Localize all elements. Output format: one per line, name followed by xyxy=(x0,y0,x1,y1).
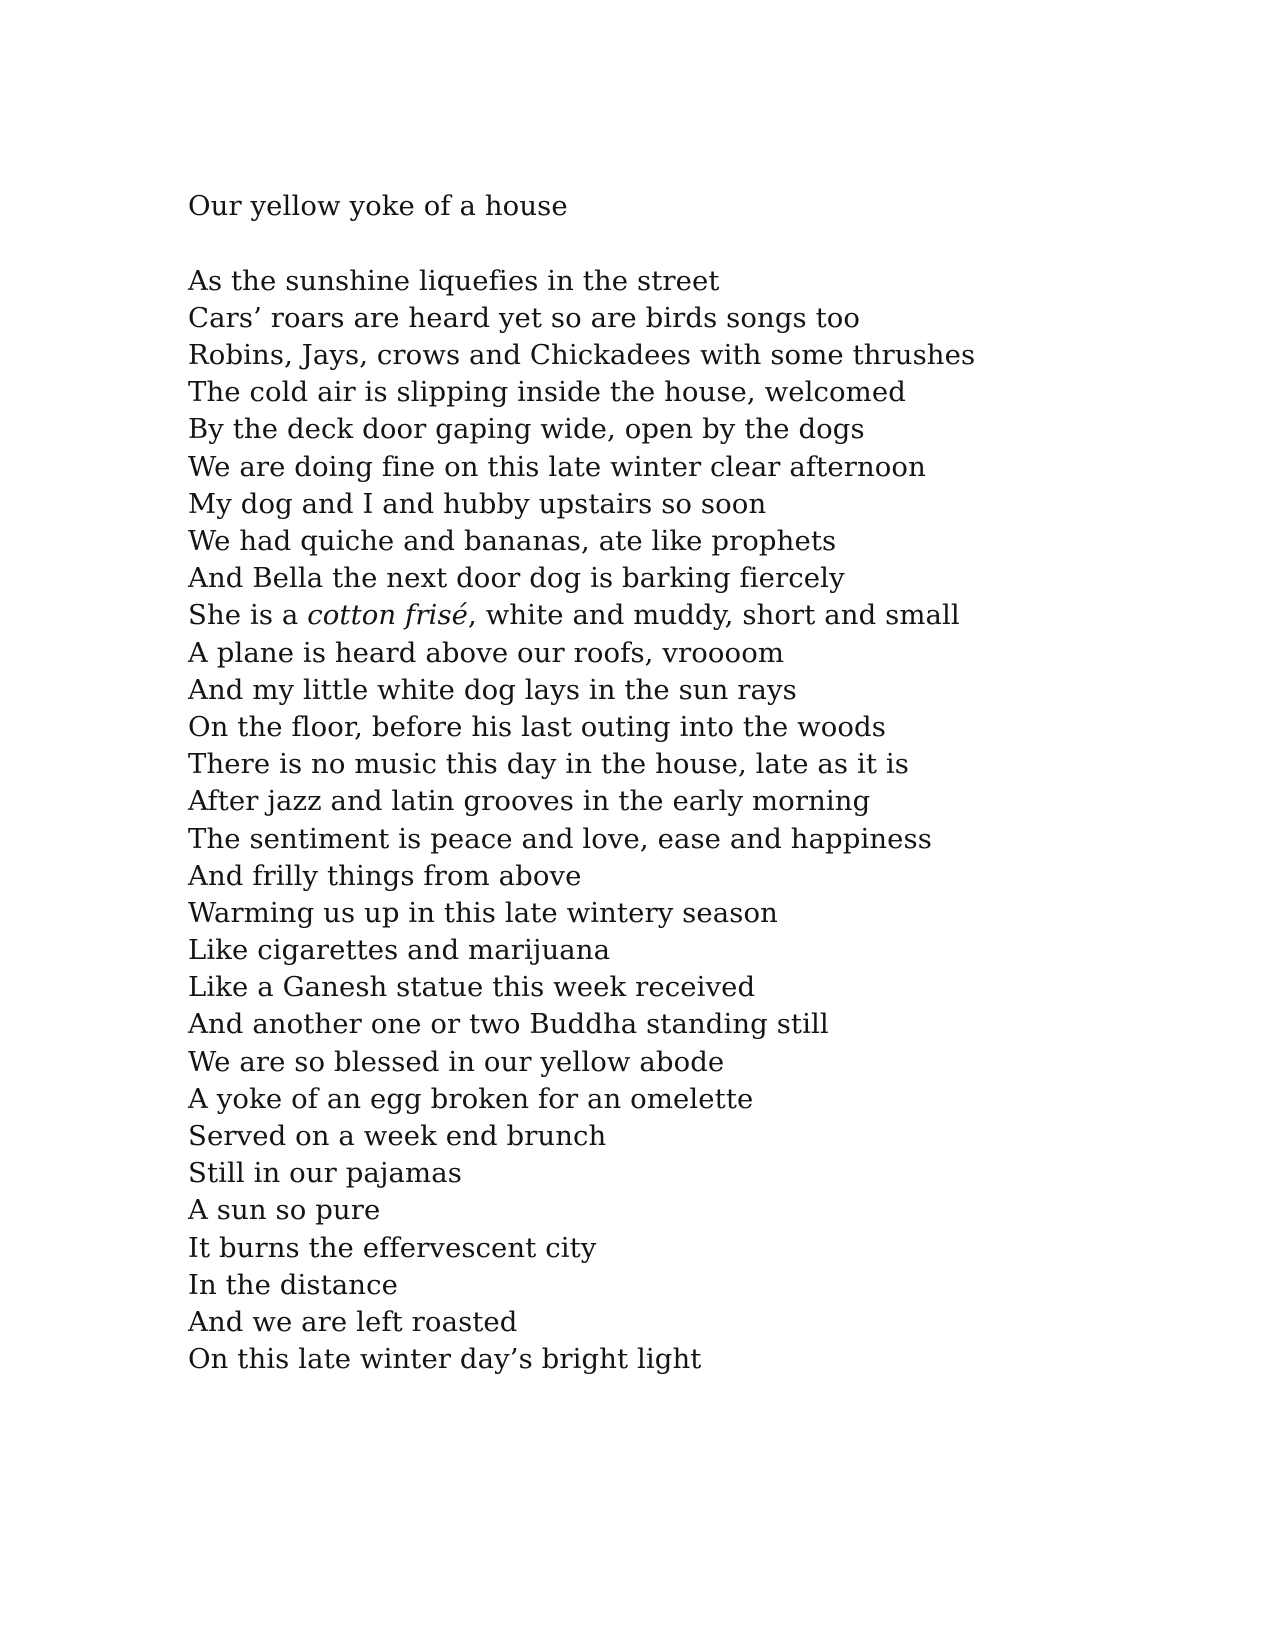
poem-line: We had quiche and bananas, ate like prophets xyxy=(188,525,837,558)
poem-line: We are so blessed in our yellow abode xyxy=(188,1045,725,1078)
poem-line: A sun so pure xyxy=(188,1194,381,1227)
poem-line-with-italic xyxy=(188,597,1188,634)
poem-line: And frilly things from above xyxy=(188,859,582,892)
poem-line: And my little white dog lays in the sun rays xyxy=(188,673,797,706)
poem-line: In the distance xyxy=(188,1268,398,1301)
poem-line: It burns the effervescent city xyxy=(188,1231,597,1264)
poem-line: There is no music this day in the house, late as it is xyxy=(188,748,909,781)
poem-line: Still in our pajamas xyxy=(188,1157,462,1190)
poem-line: On the floor, before his last outing into the woods xyxy=(188,710,886,743)
poem-line: A plane is heard above our roofs, vroooom xyxy=(188,636,785,669)
poem-line: As the sunshine liquefies in the street xyxy=(188,264,720,297)
poem-body xyxy=(188,263,1188,1379)
poem-line: The cold air is slipping inside the house, welcomed xyxy=(188,376,906,409)
poem-title: Our yellow yoke of a house xyxy=(188,190,568,222)
poem-line: Like a Ganesh statue this week received xyxy=(188,971,756,1004)
poem-line: After jazz and latin grooves in the early morning xyxy=(188,785,871,818)
poem-line: Like cigarettes and marijuana xyxy=(188,934,611,967)
poem-line: Robins, Jays, crows and Chickadees with some thrushes xyxy=(188,339,976,372)
poem-line: On this late winter day’s bright light xyxy=(188,1343,702,1376)
poem xyxy=(188,188,1188,1378)
line-text-after: , white and muddy, short and small xyxy=(468,599,960,632)
poem-line: My dog and I and hubby upstairs so soon xyxy=(188,487,767,520)
line-text-before: She is a xyxy=(188,599,308,632)
poem-line: By the deck door gaping wide, open by the dogs xyxy=(188,413,865,446)
poem-line: And another one or two Buddha standing still xyxy=(188,1008,829,1041)
poem-line: Warming us up in this late wintery season xyxy=(188,896,778,929)
poem-line: We are doing fine on this late winter clear afternoon xyxy=(188,450,926,483)
poem-line: And we are left roasted xyxy=(188,1305,518,1338)
italic-phrase: cotton frisé xyxy=(307,599,469,632)
poem-line: Cars’ roars are heard yet so are birds songs too xyxy=(188,301,861,334)
poem-line: And Bella the next door dog is barking fiercely xyxy=(188,562,845,595)
poem-line: A yoke of an egg broken for an omelette xyxy=(188,1082,754,1115)
poem-line: The sentiment is peace and love, ease and happiness xyxy=(188,822,932,855)
poem-line: Served on a week end brunch xyxy=(188,1120,607,1153)
